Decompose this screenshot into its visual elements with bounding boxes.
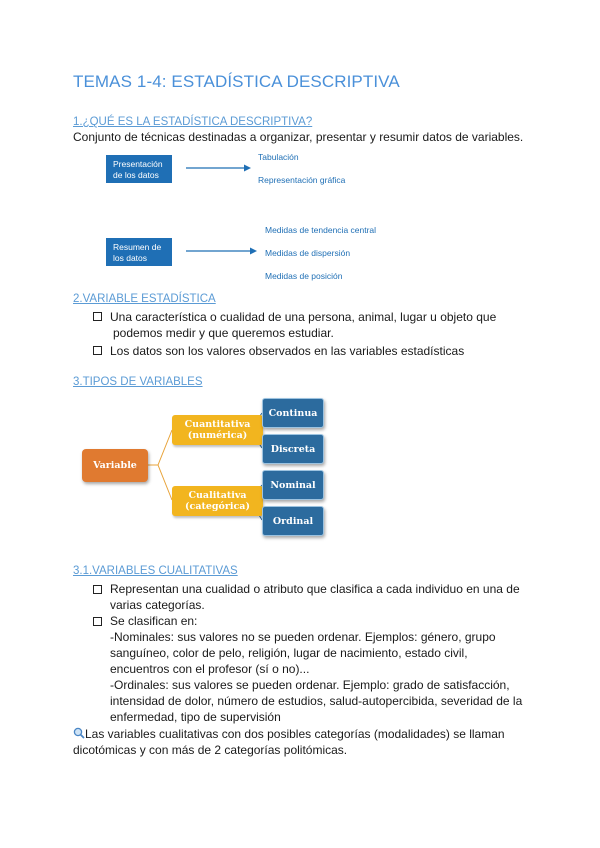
bullet-text: Los datos son los valores observados en las variables estadísticas [110, 344, 465, 358]
nominales-line: sanguíneo, color de pelo, religión, lugar de nacimiento, estado civil, [110, 646, 468, 660]
bullet-line: varias categorías. [110, 598, 205, 612]
section-31-heading[interactable]: 3.1.VARIABLES CUALITATIVAS [73, 565, 238, 577]
representacion-label: Representación gráfica [258, 175, 346, 185]
note-line: dicotómicas y con más de 2 categorías politómicas. [73, 743, 348, 757]
page-title: TEMAS 1-4: ESTADÍSTICA DESCRIPTIVA [73, 72, 400, 91]
section-1-heading[interactable]: 1.¿QUÉ ES LA ESTADÍSTICA DESCRIPTIVA? [73, 116, 313, 128]
definition-text: Conjunto de técnicas destinadas a organizar, presentar y resumir datos de variables. [73, 130, 524, 144]
magnifier-icon [73, 727, 85, 739]
checkbox[interactable] [93, 617, 102, 626]
bullet-line: Una característica o cualidad de una persona, animal, lugar u objeto que [110, 310, 497, 324]
bullet-text [110, 613, 522, 725]
bullet-line: Se clasifican en: [110, 614, 198, 628]
ordinales-line: intensidad de dolor, número de estudios, salud-autopercibida, severidad de la [110, 694, 523, 708]
tendencia-central-label: Medidas de tendencia central [265, 225, 377, 235]
ordinal-node: Ordinal [262, 506, 324, 536]
checkbox[interactable] [93, 585, 102, 594]
node-line: Cuantitativa [184, 419, 251, 430]
bullet-line: podemos medir y que queremos estudiar. [113, 326, 334, 340]
ordinales-line: enfermedad, tipo de supervisión [110, 710, 281, 724]
presentacion-box-line: Presentación [113, 159, 163, 169]
posicion-label: Medidas de posición [265, 271, 343, 281]
note-text [73, 726, 505, 758]
cualitativa-node [172, 486, 263, 516]
section-2-heading[interactable]: 2.VARIABLE ESTADÍSTICA [73, 293, 216, 305]
note-line: Las variables cualitativas con dos posibles categorías (modalidades) se llaman [85, 727, 505, 741]
continua-node: Continua [262, 398, 324, 428]
node-line: (numérica) [187, 430, 248, 441]
dispersion-label: Medidas de dispersión [265, 248, 351, 258]
presentacion-box-line: de los datos [113, 170, 159, 180]
resumen-box-line: los datos [113, 253, 148, 263]
section-3-heading[interactable]: 3.TIPOS DE VARIABLES [73, 376, 203, 388]
nominales-line: -Nominales: sus valores no se pueden ordenar. Ejemplos: género, grupo [110, 630, 496, 644]
node-line: Cualitativa [188, 490, 247, 501]
connector [148, 430, 172, 465]
connector [148, 465, 172, 500]
tabulacion-label: Tabulación [258, 152, 299, 162]
resumen-box-line: Resumen de [113, 242, 162, 252]
ordinales-line: -Ordinales: sus valores se pueden ordenar. Ejemplo: grado de satisfacción, [110, 678, 510, 692]
discreta-node: Discreta [262, 434, 324, 464]
nominal-node: Nominal [262, 470, 324, 500]
nominales-line: encuentros con el profesor (sí o no)... [110, 662, 310, 676]
bullet-line: Representan una cualidad o atributo que clasifica a cada individuo en una de [110, 582, 520, 596]
variable-node: Variable [82, 449, 148, 482]
bullet-text [110, 581, 520, 613]
node-line: (categórica) [185, 501, 250, 512]
cuantitativa-node [172, 415, 263, 445]
